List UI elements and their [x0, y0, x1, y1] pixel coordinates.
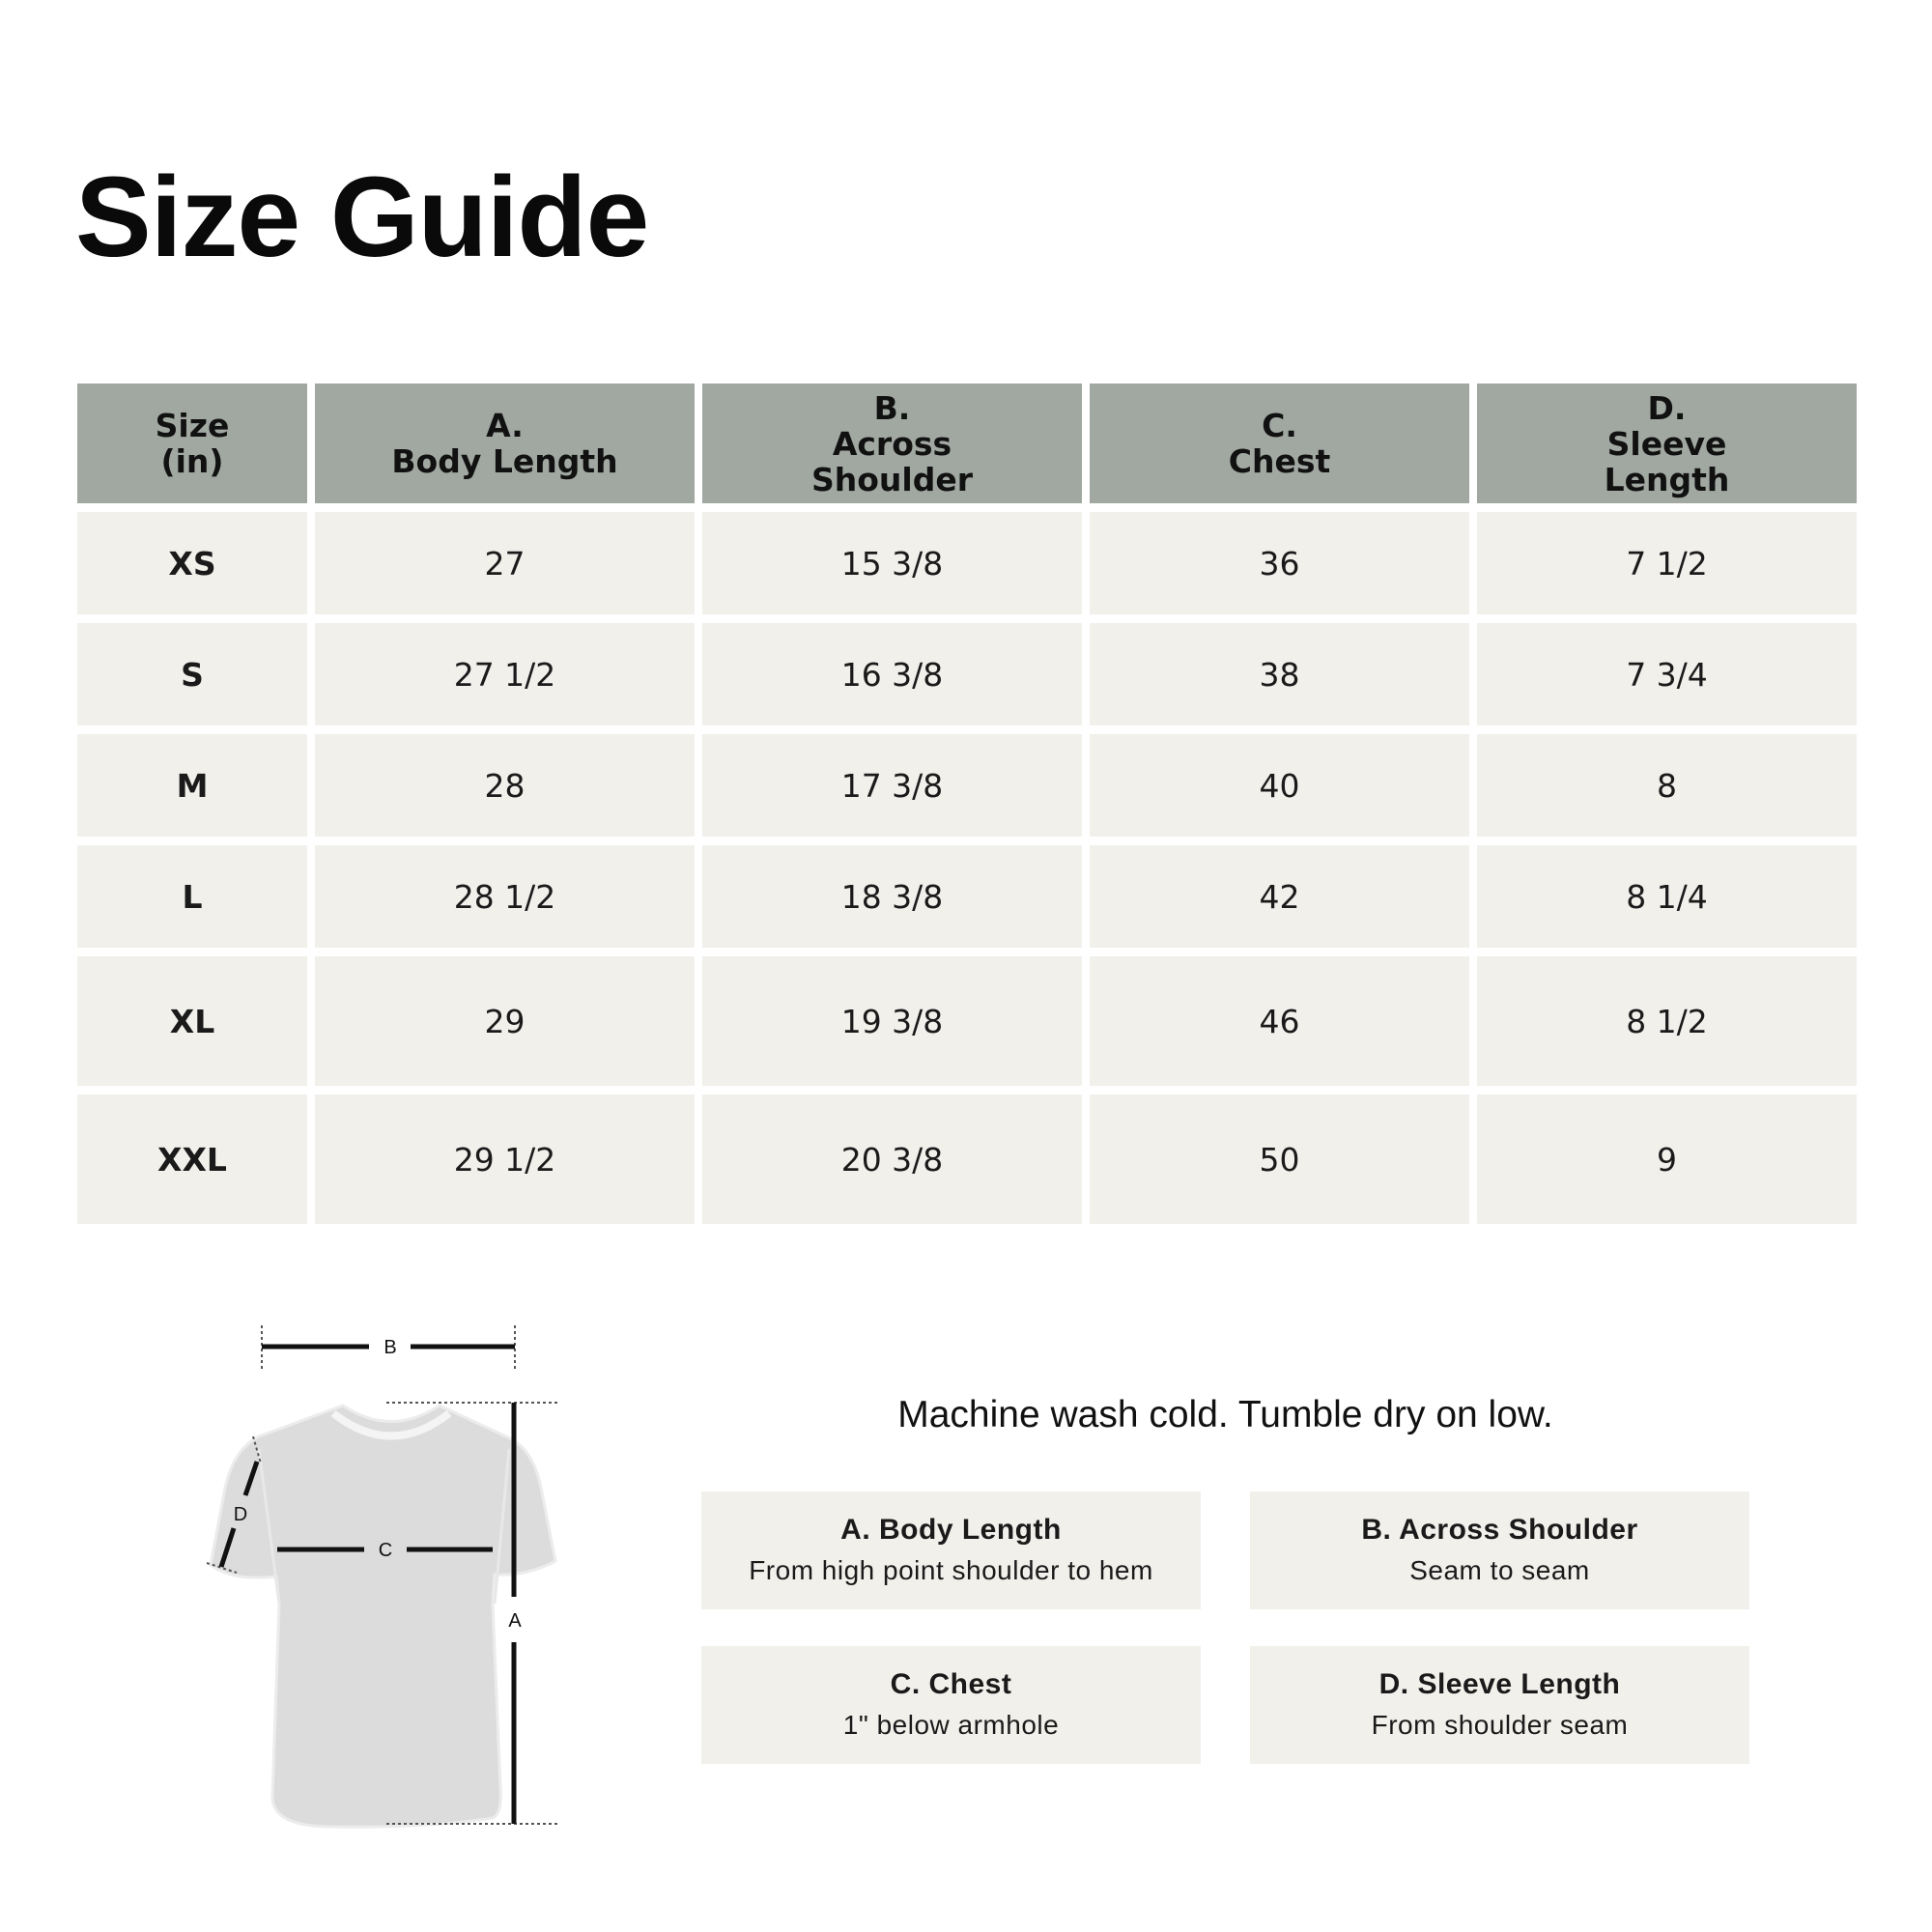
definition-term: C. Chest	[890, 1668, 1012, 1700]
row-xl-size: XL	[77, 956, 307, 1086]
row-m-size: M	[77, 734, 307, 837]
row-s-across-shoulder: 16 3/8	[702, 623, 1082, 725]
measure-a-label: A	[508, 1610, 522, 1632]
row-xs-size: XS	[77, 512, 307, 614]
header-body-length: A. Body Length	[315, 384, 695, 503]
definition-chest	[701, 1646, 1201, 1764]
row-l-sleeve-length: 8 1/4	[1477, 845, 1857, 948]
row-xl-body-length: 29	[315, 956, 695, 1086]
definition-description: From shoulder seam	[1371, 1710, 1629, 1740]
definition-description: 1" below armhole	[842, 1710, 1060, 1740]
row-xxl-chest: 50	[1090, 1094, 1469, 1224]
measurement-definitions	[701, 1492, 1749, 1764]
row-xl-sleeve-length: 8 1/2	[1477, 956, 1857, 1086]
row-xs-across-shoulder: 15 3/8	[702, 512, 1082, 614]
row-xs-chest: 36	[1090, 512, 1469, 614]
row-xl-chest: 46	[1090, 956, 1469, 1086]
row-xxl-body-length: 29 1/2	[315, 1094, 695, 1224]
header-chest: C. Chest	[1090, 384, 1469, 503]
definition-across-shoulder	[1250, 1492, 1749, 1609]
row-l-chest: 42	[1090, 845, 1469, 948]
row-m-body-length: 28	[315, 734, 695, 837]
row-s-sleeve-length: 7 3/4	[1477, 623, 1857, 725]
measure-b-label: B	[384, 1337, 397, 1358]
row-s-size: S	[77, 623, 307, 725]
definition-term: A. Body Length	[840, 1514, 1062, 1546]
definition-term: B. Across Shoulder	[1361, 1514, 1638, 1546]
row-xs-sleeve-length: 7 1/2	[1477, 512, 1857, 614]
definition-description: From high point shoulder to hem	[749, 1555, 1153, 1585]
header-size: Size (in)	[77, 384, 307, 503]
row-s-body-length: 27 1/2	[315, 623, 695, 725]
row-s-chest: 38	[1090, 623, 1469, 725]
measure-c-label: C	[378, 1540, 393, 1561]
page-title: Size Guide	[75, 154, 649, 281]
header-sleeve-length: D. Sleeve Length	[1477, 384, 1857, 503]
care-instructions: Machine wash cold. Tumble dry on low.	[897, 1394, 1553, 1435]
header-across-shoulder: B. Across Shoulder	[702, 384, 1082, 503]
row-xxl-size: XXL	[77, 1094, 307, 1224]
row-l-body-length: 28 1/2	[315, 845, 695, 948]
tshirt-measurement-diagram	[193, 1314, 580, 1835]
size-table	[77, 384, 1859, 1224]
row-l-across-shoulder: 18 3/8	[702, 845, 1082, 948]
row-xxl-across-shoulder: 20 3/8	[702, 1094, 1082, 1224]
row-m-chest: 40	[1090, 734, 1469, 837]
row-xs-body-length: 27	[315, 512, 695, 614]
definition-sleeve-length	[1250, 1646, 1749, 1764]
definition-body-length	[701, 1492, 1201, 1609]
row-l-size: L	[77, 845, 307, 948]
definition-term: D. Sleeve Length	[1378, 1668, 1621, 1700]
row-m-across-shoulder: 17 3/8	[702, 734, 1082, 837]
row-xxl-sleeve-length: 9	[1477, 1094, 1857, 1224]
definition-description: Seam to seam	[1409, 1555, 1590, 1585]
row-xl-across-shoulder: 19 3/8	[702, 956, 1082, 1086]
measure-d-label: D	[233, 1504, 248, 1525]
row-m-sleeve-length: 8	[1477, 734, 1857, 837]
